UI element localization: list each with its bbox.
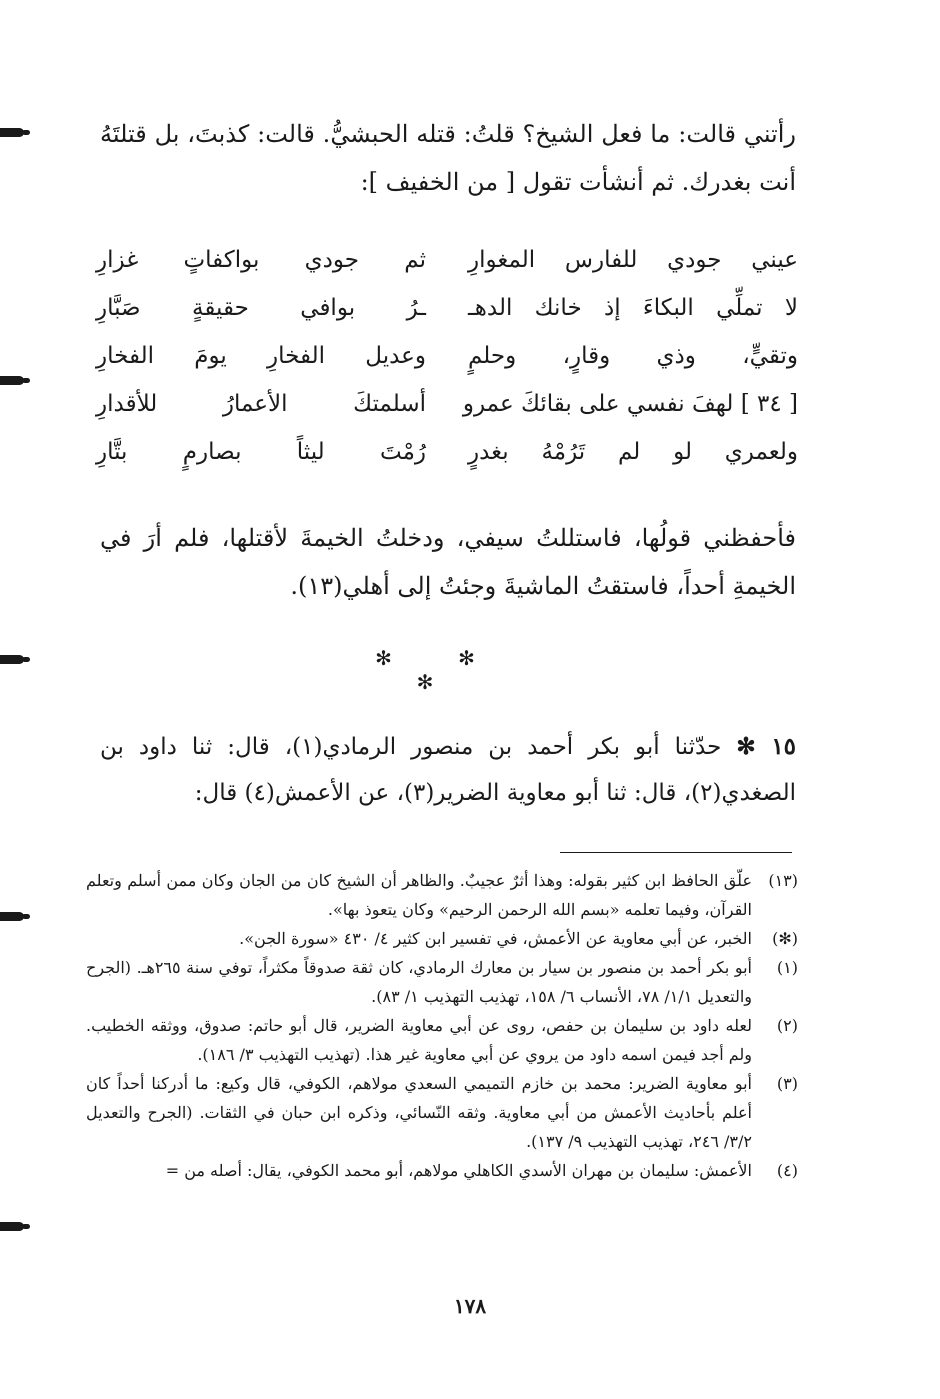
footnote [86,1069,798,1156]
footnote [86,1156,798,1185]
page-number: ١٧٨ [453,1294,487,1318]
closing-paragraph: فأحفظني قولُها، فاستللتُ سيفي، ودخلتُ الخيمةَ لأقتلها، فلم أرَ في الخيمةِ أحداً، فاستقتُ الماشيةَ وجئتُ إلى أهلي(١٣). [100,524,796,600]
footnote-marker: (١٣) [768,871,798,890]
verse-first-hemistich: [ ٣٤ ] لهفَ نفسي على بقائكَ عمرو [462,391,798,417]
poem-verse [96,332,798,380]
margin-mark [0,376,24,385]
verse-second-hemistich: وعديل الفخارِ يومَ الفخارِ [96,343,426,369]
footnote-marker: (✻) [772,929,798,948]
verse-first-hemistich: ولعمري لو لم تَرُمْهُ بغدرٍ [468,439,798,465]
poem-verse [96,380,798,428]
verse-first-hemistich: عيني جودي للفارس المغوارِ [468,247,798,273]
hadith-number: ١٥ ✻ [736,733,797,760]
poem-verse [96,236,798,284]
poem-verse [96,284,798,332]
poem [96,236,798,476]
footnote-text: أبو بكر أحمد بن منصور بن سيار بن معارك الرمادي، كان ثقة صدوقاً مكثراً، توفي سنة ٢٦٥هـ. (الجرح والتعديل ١/١/ ٧٨، الأنساب ٦/ ١٥٨، تهذيب التهذيب ١/ ٨٣). [86,958,752,1006]
footnote-text: أبو معاوية الضرير: محمد بن خازم التميمي السعدي مولاهم، الكوفي، قال وكيع: ما أدركنا أحداً كان أعلم بأحاديث الأعمش من أبي معاوية. وثقه النّسائي، وذكره ابن حبان في الثقات. (الجرح والتعديل ٣/٢/ ٢٤٦، تهذيب التهذيب ٩/ ١٣٧). [86,1074,753,1151]
footnote-marker: (١) [776,958,798,977]
footnote-marker: (٢) [776,1016,798,1035]
hadith-paragraph [100,724,796,816]
verse-second-hemistich: ـرُ بوافي حقيقةٍ صَبَّارِ [96,295,426,321]
verse-second-hemistich: ثم جودي بواكفاتٍ غزارِ [96,247,426,273]
footnote-text: علّق الحافظ ابن كثير بقوله: وهذا أثرٌ عجيبٌ. والظاهر أن الشيخ كان من الجان وكان ممن أسلم وتعلم القرآن، وفيما تعلمه «بسم الله الرحمن الرحيم» وكان يتعوذ بها». [86,871,752,919]
margin-mark [0,655,24,664]
hadith-text: حدّثنا أبو بكر أحمد بن منصور الرمادي(١)، قال: ثنا داود بن الصغدي(٢)، قال: ثنا أبو معاوية الضرير(٣)، عن الأعمش(٤) قال: [100,734,796,806]
verse-second-hemistich: رُمْتَ ليثاً بصارمٍ بتَّارِ [96,439,426,465]
footnote-text: لعله داود بن سليمان بن حفص، روى عن أبي معاوية الضرير، قال أبو حاتم: صدوق، ووثقه الخطيب. ولم أجد فيمن اسمه داود من يروي عن أبي معاوية غير هذا. (تهذيب التهذيب ٣/ ١٨٦). [86,1016,752,1064]
poem-verse [96,428,798,476]
margin-mark [0,1222,24,1231]
narrative-paragraph: رأتني قالت: ما فعل الشيخ؟ قلتُ: قتله الحبشيُّ. قالت: كذبتَ، بل قتلتَهُ أنت بغدرك. ثم أنشأت تقول [ من الخفيف ]: [100,120,796,196]
footnote [86,953,798,1011]
verse-first-hemistich: وتقيٍّ، وذي وقارٍ، وحلمٍ [468,343,798,369]
verse-first-hemistich: لا تملِّي البكاءَ إذ خانك الدهـ [468,295,798,321]
footnote [86,1011,798,1069]
footnote [86,924,798,953]
section-separator: ✻ ✻ ✻ [375,646,505,694]
footnote-text: الأعمش: سليمان بن مهران الأسدي الكاهلي مولاهم، أبو محمد الكوفي، يقال: أصله من = [165,1161,752,1180]
margin-mark [0,128,24,137]
footnote [86,866,798,924]
footnote-text: الخبر، عن أبي معاوية عن الأعمش، في تفسير ابن كثير ٤/ ٤٣٠ «سورة الجن». [239,929,752,948]
footnote-marker: (٤) [776,1161,798,1180]
margin-mark [0,912,24,921]
footnote-marker: (٣) [776,1074,798,1093]
verse-second-hemistich: أسلمتكَ الأعمارُ للأقدارِ [96,391,426,417]
footnotes [86,866,798,1185]
footnote-divider [560,852,792,853]
